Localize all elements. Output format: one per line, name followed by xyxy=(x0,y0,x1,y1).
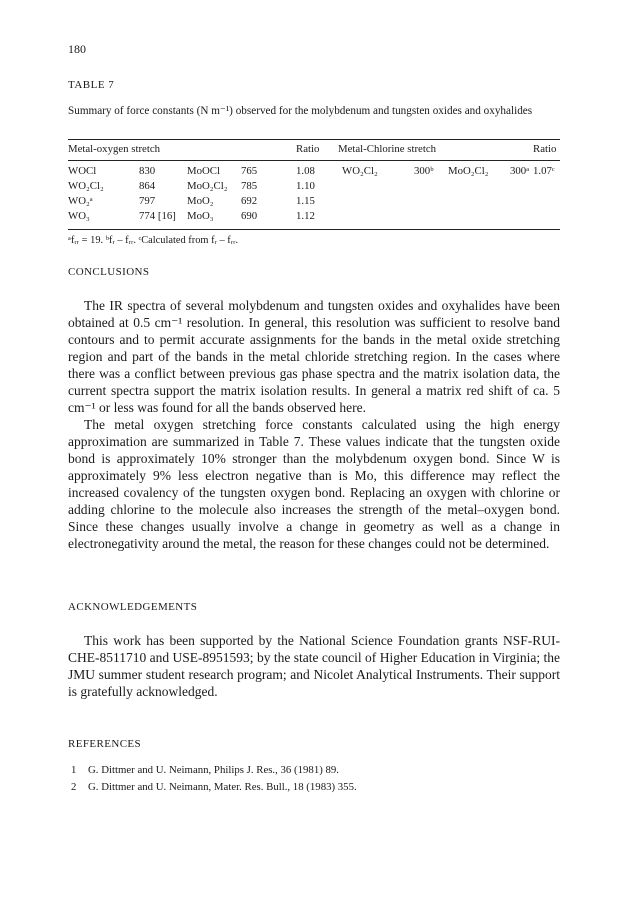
table-cell: WO₂ᵃ xyxy=(68,195,93,207)
table-row xyxy=(68,180,560,195)
reference-number: 1 xyxy=(71,764,77,776)
reference-text: G. Dittmer and U. Neimann, Mater. Res. Bull., 18 (1983) 355. xyxy=(88,781,357,793)
table-row xyxy=(68,165,560,180)
header-metal-oxygen: Metal-oxygen stretch xyxy=(68,143,161,155)
table-cell: 692 xyxy=(241,195,258,207)
table-cell: 774 [16] xyxy=(139,210,176,222)
table-cell: WO₂Cl₂ xyxy=(68,180,104,192)
table-cell: MoO₂ xyxy=(187,195,214,207)
table-cell: MoO₃ xyxy=(187,210,214,222)
table-cell: 765 xyxy=(241,165,258,177)
table-cell: 1.08 xyxy=(296,165,315,177)
references-list xyxy=(68,764,560,798)
page-number: 180 xyxy=(68,42,86,56)
table-cell: WOCl xyxy=(68,165,97,177)
table-cell: 830 xyxy=(139,165,156,177)
table-top-rule xyxy=(68,139,560,140)
table-cell: 1.12 xyxy=(296,210,315,222)
table-bottom-rule xyxy=(68,229,560,230)
table-row xyxy=(68,210,560,225)
table-cell: MoO₂Cl₂ xyxy=(448,165,489,177)
table-cell: 1.07ᶜ xyxy=(533,165,555,177)
conclusions-paragraph: The IR spectra of several molybdenum and tungsten oxides and oxyhalides have been obtained at 0.5 cm⁻¹ resolution. In general, this resolution was sufficient to resolve band contours and to permit accurate assignments for the bands in the metal oxide stretching region and part of the bands in the metal chloride stretching region. In the cases where there was a conflict between previous gas phase spectra and the matrix isolation data, the current spectra support the matrix isolation results. In general a matrix red shift of ca. 5 cm⁻¹ or less was found for all the bands observed here. xyxy=(68,298,560,415)
table-cell: MoOCl xyxy=(187,165,220,177)
header-ratio-oxygen: Ratio xyxy=(296,143,320,155)
reference-item xyxy=(68,781,560,798)
conclusions-heading: CONCLUSIONS xyxy=(68,266,150,278)
table-cell: 797 xyxy=(139,195,156,207)
table-cell: 864 xyxy=(139,180,156,192)
table-label: TABLE 7 xyxy=(68,79,115,91)
table-cell: MoO₂Cl₂ xyxy=(187,180,228,192)
table-header xyxy=(68,143,560,157)
acknowledgements-body xyxy=(68,632,560,700)
table-caption: Summary of force constants (N m⁻¹) observed for the molybdenum and tungsten oxides and oxyhalides xyxy=(68,105,533,117)
table-cell: 300ᵇ xyxy=(414,165,434,177)
acknowledgements-heading: ACKNOWLEDGEMENTS xyxy=(68,601,198,613)
reference-text: G. Dittmer and U. Neimann, Philips J. Res., 36 (1981) 89. xyxy=(88,764,340,776)
header-metal-chlorine: Metal-Chlorine stretch xyxy=(338,143,437,155)
reference-item xyxy=(68,764,560,781)
references-heading: REFERENCES xyxy=(68,738,142,750)
table-cell: 1.10 xyxy=(296,180,315,192)
table-header-rule xyxy=(68,160,560,161)
table-footnote: ᵃfᵣᵣ = 19. ᵇfᵣ – fᵣᵣ. ᶜCalculated from fᵣ – fᵣᵣ. xyxy=(68,235,239,246)
table-cell: 690 xyxy=(241,210,258,222)
table-row xyxy=(68,195,560,210)
table-cell: WO₃ xyxy=(68,210,90,222)
table-cell: 300ᵃ xyxy=(510,165,530,177)
conclusions-paragraph: The metal oxygen stretching force constants calculated using the high energy approximation are summarized in Table 7. These values indicate that the tungsten oxide bond is approximately 10% stronger than the molybdenum oxygen bond. Since W is approximately 9% less electron negative than is Mo, this difference may reflect the increased covalency of the tungsten oxygen bond. Replacing an oxygen with chlorine or adding chlorine to the molecule also increases the strength of the metal–oxygen bond. Since these changes usually involve a change in geometry as well as a change in electronegativity around the metal, the reason for these changes could not be determined. xyxy=(68,417,560,551)
table-body xyxy=(68,165,560,225)
acknowledgements-paragraph: This work has been supported by the National Science Foundation grants NSF-RUI-CHE-8511710 and USE-8951593; by the state council of Higher Education in Virginia; the JMU summer student research program; and Nicolet Analytical Instruments. Their support is gratefully acknowledged. xyxy=(68,633,560,699)
table-cell: 785 xyxy=(241,180,258,192)
conclusions-body xyxy=(68,297,560,552)
header-ratio-chlorine: Ratio xyxy=(533,143,557,155)
table-cell: WO₂Cl₂ xyxy=(342,165,378,177)
reference-number: 2 xyxy=(71,781,77,793)
table-cell: 1.15 xyxy=(296,195,315,207)
